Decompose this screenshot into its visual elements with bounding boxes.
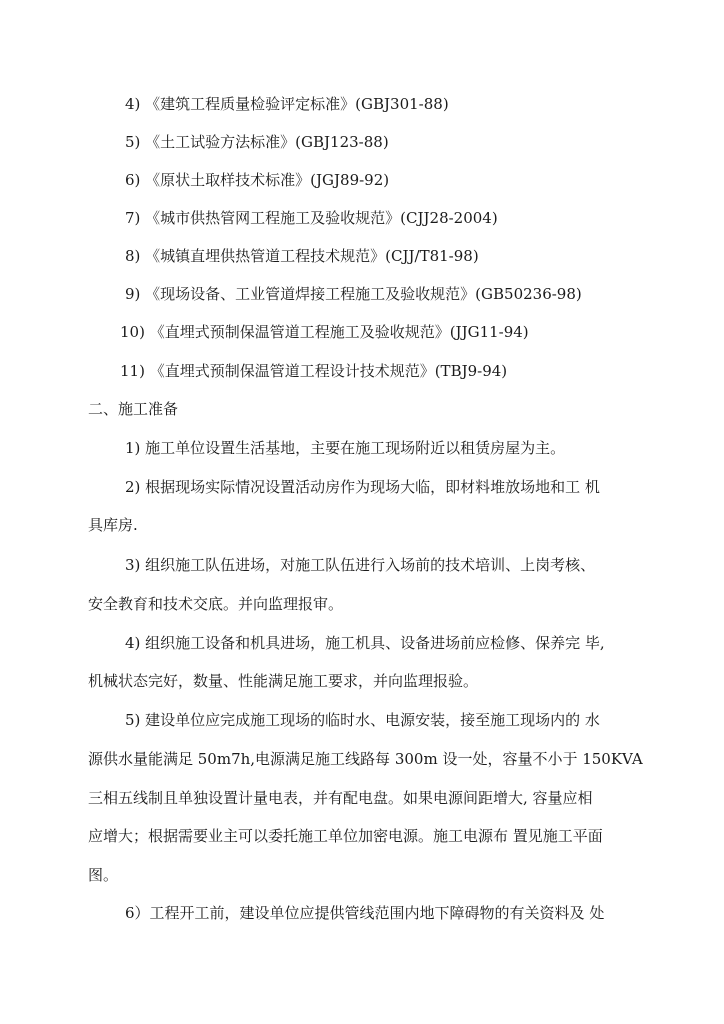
paragraph-line: 4) 组织施工设备和机具进场，施工机具、设备进场前应检修、保养完 毕, bbox=[125, 634, 605, 652]
paragraph-line: 应增大；根据需要业主可以委托施工单位加密电源。施工电源布 置见施工平面 bbox=[88, 827, 603, 845]
reference-item: 4) 《建筑工程质量检验评定标准》(GBJ301-88) bbox=[125, 95, 449, 113]
section-heading: 二、施工准备 bbox=[88, 400, 179, 418]
reference-item: 11) 《直埋式预制保温管道工程设计技术规范》(TBJ9-94) bbox=[120, 362, 508, 380]
paragraph-line: 1) 施工单位设置生活基地，主要在施工现场附近以租赁房屋为主。 bbox=[125, 439, 566, 457]
paragraph-line: 6）工程开工前，建设单位应提供管线范围内地下障碍物的有关资料及 处 bbox=[125, 904, 605, 922]
reference-item: 9) 《现场设备、工业管道焊接工程施工及验收规范》(GB50236-98) bbox=[125, 285, 582, 303]
paragraph-line: 具库房. bbox=[88, 516, 138, 534]
paragraph-line: 图。 bbox=[88, 866, 119, 884]
paragraph-line: 安全教育和技术交底。并向监理报审。 bbox=[88, 595, 344, 613]
paragraph-line: 5) 建设单位应完成施工现场的临时水、电源安装，接至施工现场内的 水 bbox=[125, 711, 600, 729]
paragraph-line: 2) 根据现场实际情况设置活动房作为现场大临，即材料堆放场地和工 机 bbox=[125, 478, 600, 496]
paragraph-line: 三相五线制且单独设置计量电表，并有配电盘。如果电源间距增大, 容量应相 bbox=[88, 789, 593, 807]
reference-item: 5) 《土工试验方法标准》(GBJ123-88) bbox=[125, 133, 389, 151]
reference-item: 7) 《城市供热管网工程施工及验收规范》(CJJ28-2004) bbox=[125, 209, 498, 227]
paragraph-line: 机械状态完好，数量、性能满足施工要求，并向监理报验。 bbox=[88, 672, 479, 690]
paragraph-line: 3) 组织施工队伍进场，对施工队伍进行入场前的技术培训、上岗考核、 bbox=[125, 556, 596, 574]
reference-item: 8) 《城镇直埋供热管道工程技术规范》(CJJ/T81-98) bbox=[125, 247, 479, 265]
reference-item: 6) 《原状土取样技术标准》(JGJ89-92) bbox=[125, 171, 390, 189]
paragraph-line: 源供水量能满足 50m7h,电源满足施工线路每 300m 设一处，容量不小于 150KVA bbox=[88, 750, 643, 768]
reference-item: 10) 《直埋式预制保温管道工程施工及验收规范》(JJG11-94) bbox=[120, 323, 529, 341]
